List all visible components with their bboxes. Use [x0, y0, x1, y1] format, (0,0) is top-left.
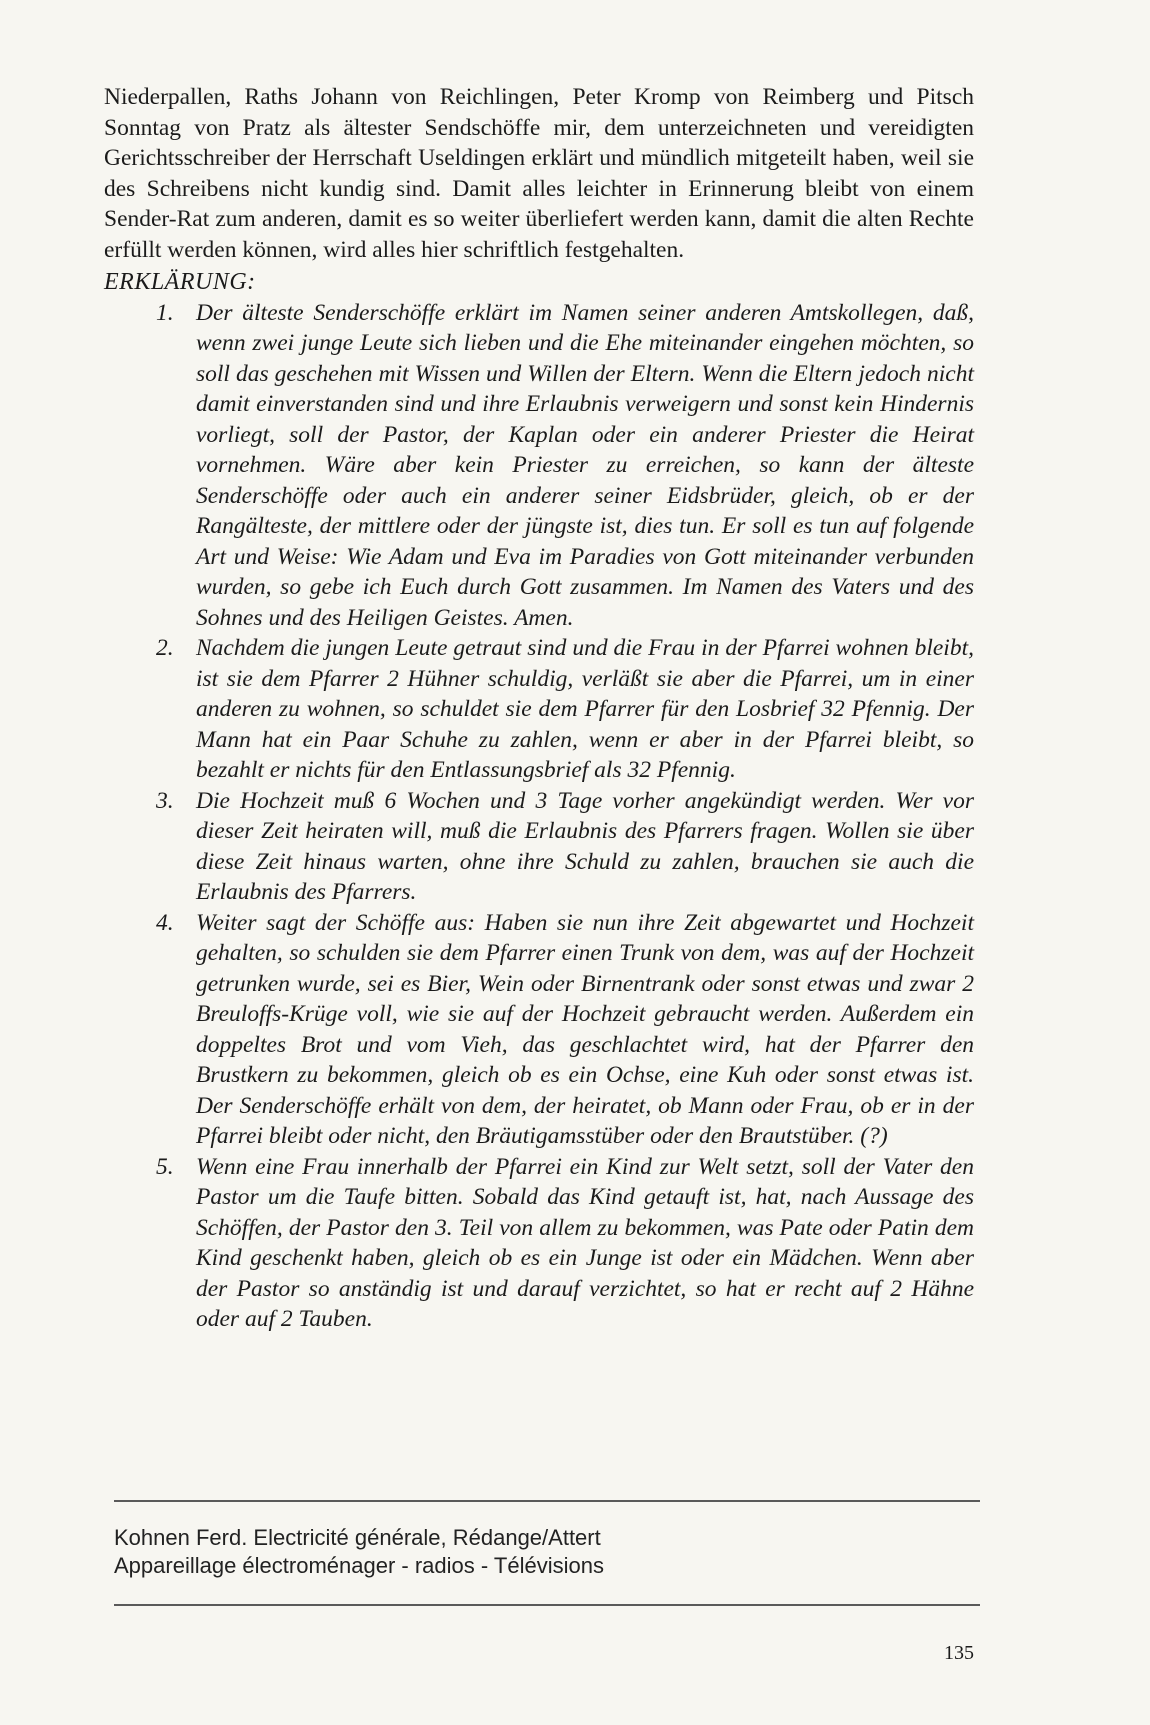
article-number: 4.: [156, 909, 174, 936]
article-item: [104, 786, 974, 908]
article-text: Der älteste Senderschöffe erklärt im Namen seiner anderen Amtskollegen, daß, wenn zwei junge Leute sich lieben und die Ehe miteinander eingehen möchten, so soll das geschehen mit Wissen und Willen der Eltern. Wenn die Eltern jedoch nicht damit einverstanden sind und ihre Erlaubnis verweigern und sonst kein Hindernis vorliegt, soll der Pastor, der Kaplan oder ein anderer Priester die Heirat vornehmen. Wäre aber kein Priester zu erreichen, so kann der älteste Senderschöffe oder auch ein anderer seiner Eidsbrüder, gleich, ob er der Rangälteste, der mittlere oder der jüngste ist, dies tun. Er soll es tun auf folgende Art und Weise: Wie Adam und Eva im Paradies von Gott miteinander verbunden wurden, so gebe ich Euch durch Gott zusammen. Im Namen des Vaters und des Sohnes und des Heiligen Geistes. Amen.: [196, 299, 974, 631]
article-list: [104, 298, 974, 1335]
advertisement-line-2: Appareillage électroménager - radios - Télévisions: [114, 1553, 604, 1578]
section-heading: ERKLÄRUNG:: [104, 269, 256, 295]
article-number: 2.: [156, 635, 174, 661]
advertisement: [114, 1524, 974, 1580]
article-item: [104, 908, 974, 1152]
divider-bottom: [114, 1604, 980, 1606]
article-item: [104, 1152, 974, 1335]
divider-top: [114, 1500, 980, 1502]
article-text: Wenn eine Frau innerhalb der Pfarrei ein Kind zur Welt setzt, soll der Vater den Pastor um die Taufe bitten. Sobald das Kind getauft ist, hat, nach Aussage des Schöffen, der Pastor den 3. Teil von allem zu bekommen, was Pate oder Patin dem Kind geschenkt haben, gleich ob es ein Junge ist oder ein Mädchen. Wenn aber der Pastor so anständig ist und darauf verzichtet, so hat er recht auf 2 Hähne oder auf 2 Tauben.: [196, 1153, 974, 1332]
article-item: [104, 633, 974, 786]
article-number: 1.: [156, 299, 174, 326]
article-text: Weiter sagt der Schöffe aus: Haben sie nun ihre Zeit abgewartet und Hochzeit gehalten, so schulden sie dem Pfarrer einen Trunk von dem, was auf der Hochzeit getrunken wurde, sei es Bier, Wein oder Birnentrank oder sonst etwas und zwar 2 Breuloffs-Krüge voll, wie sie auf der Hochzeit gebraucht werden. Außerdem ein doppeltes Brot und vom Vieh, das geschlachtet wird, hat der Pfarrer den Brustkern zu bekommen, gleich ob es ein Ochse, eine Kuh oder sonst etwas ist. Der Senderschöffe erhält von dem, der heiratet, ob Mann oder Frau, ob er in der Pfarrei bleibt oder nicht, den Bräutigamsstüber oder den Brautstüber. (?): [196, 909, 974, 1149]
page-number: 135: [944, 1642, 974, 1664]
article-number: 5.: [156, 1153, 174, 1180]
advertisement-line-1: Kohnen Ferd. Electricité générale, Rédange/Attert: [114, 1525, 601, 1550]
article-item: [104, 298, 974, 634]
body-text: [104, 82, 974, 1335]
article-number: 3.: [156, 787, 174, 814]
article-text: Nachdem die jungen Leute getraut sind und die Frau in der Pfarrei wohnen bleibt, ist sie dem Pfarrer 2 Hühner schuldig, verläßt sie aber die Pfarrei, um in einer anderen zu wohnen, so schuldet sie dem Pfarrer für den Losbrief 32 Pfennig. Der Mann hat ein Paar Schuhe zu zahlen, wenn er aber in der Pfarrei bleibt, so bezahlt er nichts für den Entlassungsbrief als 32 Pfennig.: [196, 635, 974, 783]
article-text: Die Hochzeit muß 6 Wochen und 3 Tage vorher angekündigt werden. Wer vor dieser Zeit heiraten will, muß die Erlaubnis des Pfarrers fragen. Wollen sie über diese Zeit hinaus warten, ohne ihre Schuld zu zahlen, brauchen sie auch die Erlaubnis des Pfarrers.: [196, 787, 974, 905]
intro-paragraph: Niederpallen, Raths Johann von Reichlingen, Peter Kromp von Reimberg und Pitsch Sonntag von Pratz als ältester Sendschöffe mir, dem unterzeichneten und vereidigten Gerichtsschreiber der Herrschaft Useldingen erklärt und mündlich mitgeteilt haben, weil sie des Schreibens nicht kundig sind. Damit alles leichter in Erinnerung bleibt von einem Sender-Rat zum anderen, damit es so weiter überliefert werden kann, damit die alten Rechte erfüllt werden können, wird alles hier schriftlich festgehalten.: [104, 84, 974, 263]
